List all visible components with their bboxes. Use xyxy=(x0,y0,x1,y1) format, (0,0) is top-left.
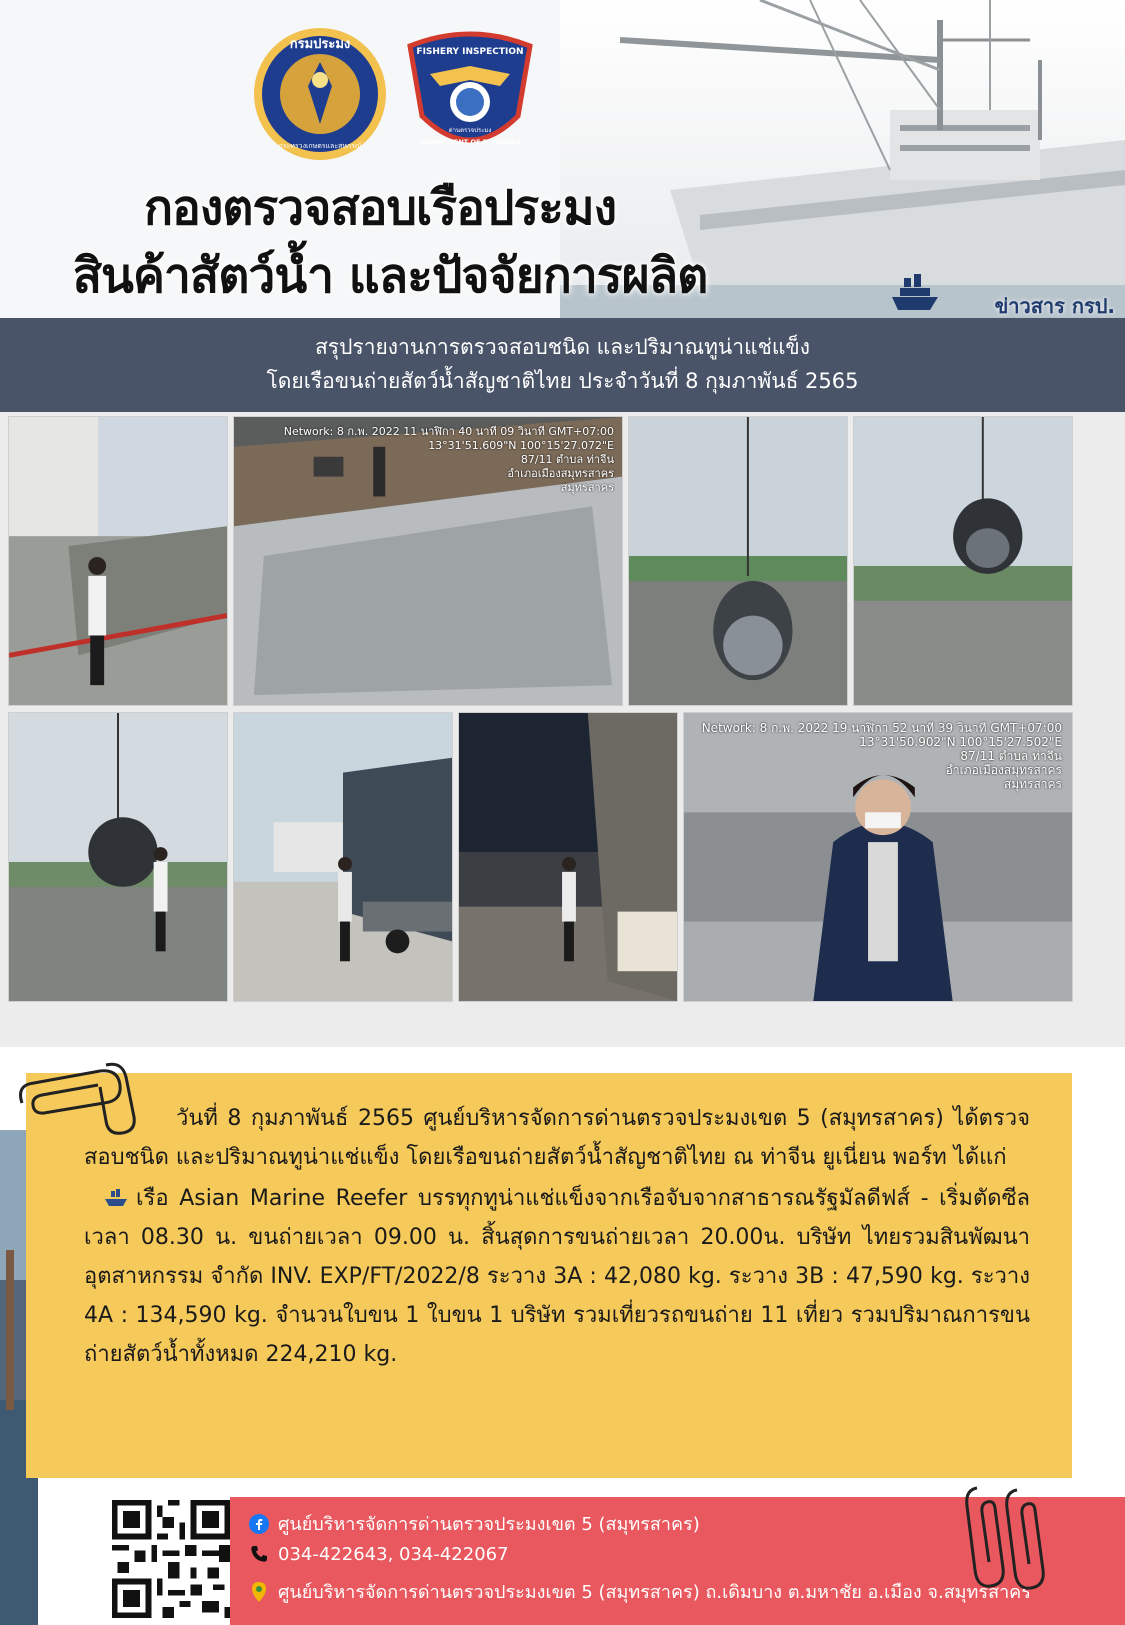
photo-crane-net-over-hold xyxy=(628,416,848,706)
address-text[interactable]: ศูนย์บริหารจัดการด่านตรวจประมงเขต 5 (สมุทรสาคร) ถ.เดิมบาง ต.มหาชัย อ.เมือง จ.สมุทรสาคร xyxy=(278,1582,1031,1603)
photo-8-stamp-line-4: อำเภอเมืองสมุทรสาคร xyxy=(945,763,1062,777)
news-tag: ข่าวสาร กรป. xyxy=(994,294,1115,318)
subtitle-line-1: สรุปรายงานการตรวจสอบชนิด และปริมาณทูน่าแช่แข็ง xyxy=(314,335,811,359)
phone-icon xyxy=(248,1543,270,1565)
header xyxy=(0,0,1125,318)
facebook-row[interactable] xyxy=(248,1509,700,1538)
photo-8-stamp-line-1: Network: 8 ก.พ. 2022 19 นาฬิกา 52 นาที 39 วินาที GMT+07:00 xyxy=(701,721,1062,735)
photo-2-timestamp xyxy=(284,425,614,495)
logo-right-top-text: FISHERY INSPECTION xyxy=(416,47,524,57)
qr-code-icon xyxy=(112,1500,230,1618)
photo-2-stamp-line-1: Network: 8 ก.พ. 2022 11 นาฬิกา 40 นาที 09 วินาที GMT+07:00 xyxy=(283,425,614,438)
phone-numbers[interactable]: 034-422643, 034-422067 xyxy=(278,1543,509,1565)
photo-crane-lifting-catch xyxy=(853,416,1073,706)
title-line-1: กองตรวจสอบเรือประมง xyxy=(143,180,617,236)
paperclip-pair-icon xyxy=(955,1478,1055,1598)
phone-row[interactable] xyxy=(248,1543,509,1565)
title-line-2: สินค้าสัตว์น้ำ และปัจจัยการผลิต xyxy=(72,248,708,304)
report-paragraph-2 xyxy=(84,1179,1030,1374)
ship-icon xyxy=(890,272,940,312)
department-of-fisheries-logo xyxy=(250,24,390,164)
photo-inspector-at-night xyxy=(458,712,678,1002)
address-row[interactable] xyxy=(248,1577,1031,1606)
photo-2-stamp-line-4: อำเภอเมืองสมุทรสาคร xyxy=(507,467,614,480)
photo-inspector-at-ship-rail xyxy=(8,416,228,706)
logo-left-subtext: กระทรวงเกษตรและสหกรณ์ xyxy=(278,142,362,150)
photo-8-stamp-line-3: 87/11 ตำบล ท่าจีน xyxy=(960,749,1062,763)
paperclip-icon xyxy=(8,1057,158,1137)
report-paragraph-1: วันที่ 8 กุมภาพันธ์ 2565 ศูนย์บริหารจัดการด่านตรวจประมงเขต 5 (สมุทรสาคร) ได้ตรวจสอบชนิด และปริมาณทูน่าแช่แข็ง โดยเรือขนถ่ายสัตว์น้ำสัญชาติไทย ณ ท่าจีน ยูเนี่ยน พอร์ท ได้แก่ xyxy=(84,1106,1030,1170)
fishery-inspection-logo xyxy=(400,24,540,164)
photo-frozen-tuna-hold xyxy=(233,416,623,706)
photo-inspector-sealing xyxy=(683,712,1073,1002)
photo-inspector-at-truck xyxy=(233,712,453,1002)
photo-8-stamp-line-2: 13°31'50.902"N 100°15'27.502"E xyxy=(859,735,1062,749)
logo-right-center-text: ด่านตรวจประมง xyxy=(448,127,492,134)
photo-2-stamp-line-3: 87/11 ตำบล ท่าจีน xyxy=(520,453,614,466)
subtitle-band xyxy=(0,318,1125,412)
report-paragraph-2-text: เรือ Asian Marine Reefer บรรทุกทูน่าแช่แข็งจากเรือจับจากสาธารณรัฐมัลดีฟส์ - เริ่มตัดซีลเวลา 08.30 น. ขนถ่ายเวลา 09.00 น. สิ้นสุดการขนถ่ายเวลา 20.00น. บริษัท ไทยรวมสินพัฒนาอุตสาหกรรม จำกัด INV. EXP/FT/2022/8 ระวาง 3A : 42,080 kg. ระวาง 3B : 47,590 kg. ระวาง 4A : 134,590 kg. จำนวนใบขน 1 ใบขน 1 บริษัท รวมเที่ยวรถขนถ่าย 11 เที่ยว รวมปริมาณการขนถ่ายสัตว์น้ำทั้งหมด 224,210 kg. xyxy=(84,1186,1030,1367)
photo-2-stamp-line-5: สมุทรสาคร xyxy=(560,481,614,494)
boat-icon xyxy=(104,1189,128,1207)
logo-left-text: กรมประมง xyxy=(289,37,351,52)
report-text-box xyxy=(26,1073,1072,1478)
subtitle-line-2: โดยเรือขนถ่ายสัตว์น้ำสัญชาติไทย ประจำวันที่ 8 กุมภาพันธ์ 2565 xyxy=(266,369,859,393)
photo-8-stamp-line-5: สมุทรสาคร xyxy=(1003,777,1062,791)
photo-inspector-watching-crane xyxy=(8,712,228,1002)
photo-grid xyxy=(0,412,1125,1047)
map-pin-icon xyxy=(248,1581,270,1603)
logo-right-bottom-text: DEPARTMENT OF FISHERIES xyxy=(419,138,521,146)
photo-2-stamp-line-2: 13°31'51.609"N 100°15'27.072"E xyxy=(428,439,614,452)
photo-8-timestamp xyxy=(702,721,1062,791)
facebook-page-name[interactable]: ศูนย์บริหารจัดการด่านตรวจประมงเขต 5 (สมุทรสาคร) xyxy=(278,1514,700,1535)
facebook-icon xyxy=(248,1513,270,1535)
